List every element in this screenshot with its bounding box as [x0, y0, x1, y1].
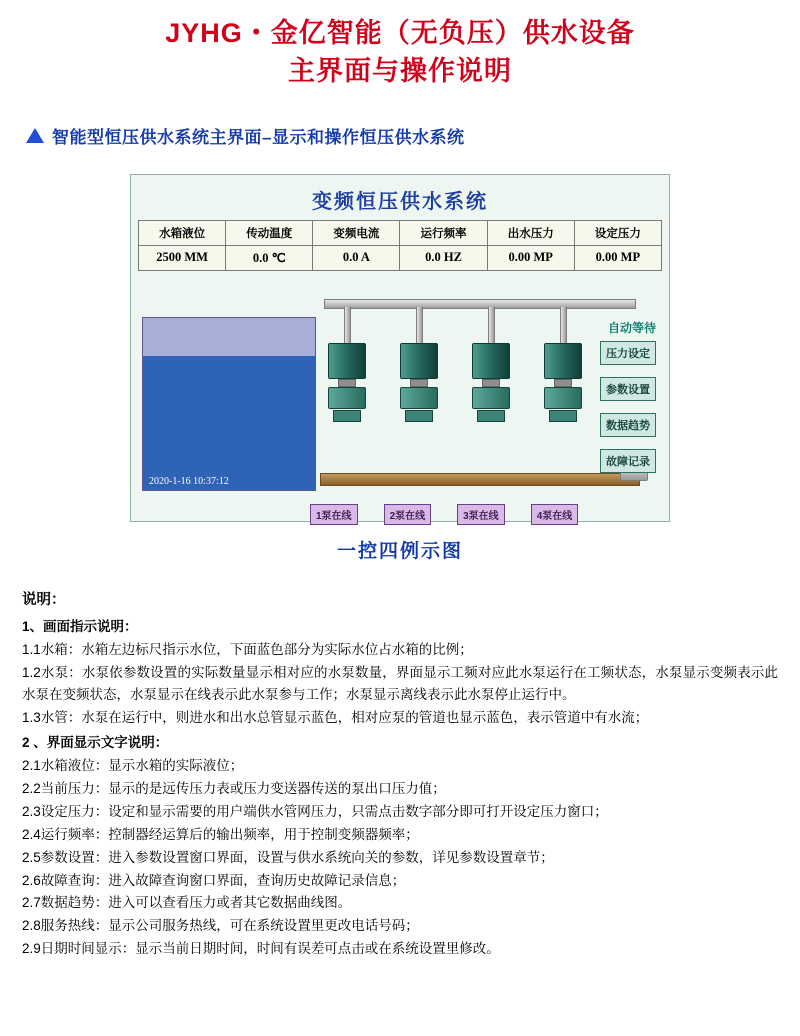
hmi-figure [130, 174, 670, 563]
explanation-item: 2.1水箱液位：显示水箱的实际液位； [22, 758, 244, 774]
table-header-cell: 变频电流 [313, 220, 400, 245]
explanation-item: 2.6故障查询：进入故障查询窗口界面，查询历史故障记录信息； [22, 872, 406, 888]
explanation-item: 2.4运行频率：控制器经运算后的输出频率，用于控制变频器频率； [22, 826, 419, 842]
pump-neck [554, 379, 572, 387]
explanation-item: 2.2当前压力：显示的是远传压力表或压力变送器传送的泵出口压力值； [22, 781, 446, 797]
pump-motor [400, 343, 438, 379]
pump-neck [482, 379, 500, 387]
hmi-diagram [138, 277, 662, 527]
explanation-item: 2.5参数设置：进入参数设置窗口界面，设置与供水系统向关的参数，详见参数设置章节； [22, 849, 554, 865]
section-heading-label: 智能型恒压供水系统主界面–显示和操作恒压供水系统 [52, 127, 465, 147]
table-header-cell: 出水压力 [487, 220, 574, 245]
triangle-icon [26, 128, 44, 143]
pump-status-tags [310, 504, 578, 525]
timestamp-label: 2020-1-16 10:37:12 [149, 475, 229, 487]
top-pipe [324, 299, 636, 309]
pump-neck [338, 379, 356, 387]
water-tank [142, 317, 316, 491]
pump-foot [405, 410, 433, 422]
pump-tag-1[interactable]: 1泵在线 [310, 504, 358, 525]
parameter-setting-button[interactable]: 参数设置 [600, 377, 656, 401]
table-row [139, 245, 662, 270]
hmi-button-column [600, 341, 656, 473]
explanation-item: 1.2水泵：水泵依参数设置的实际数量显示相对应的水泵数量，界面显示工频对应此水泵运行在工频状态，水泵显示变频表示此水泵在变频状态，水泵显示在线表示此水泵参与工作；水泵显示离线表示此水泵停止运行中。 [22, 664, 778, 702]
hmi-screen [130, 174, 670, 522]
table-header-row [139, 220, 662, 245]
value-temperature[interactable]: 0.0 ℃ [226, 245, 313, 270]
pump-foot [477, 410, 505, 422]
pump-riser-3 [488, 307, 495, 345]
data-trend-button[interactable]: 数据趋势 [600, 413, 656, 437]
explanation-item: 2.8服务热线：显示公司服务热线，可在系统设置里更改电话号码； [22, 918, 419, 934]
page-title [22, 0, 778, 91]
section-heading [26, 123, 778, 148]
pressure-setting-button[interactable]: 压力设定 [600, 341, 656, 365]
figure-caption: 一控四例示图 [336, 540, 463, 562]
pump-base [472, 387, 510, 409]
explanation-item: 2.9日期时间显示：显示当前日期时间，时间有误差可点击或在系统设置里修改。 [22, 941, 500, 957]
pump-1[interactable] [328, 343, 366, 422]
pump-foot [549, 410, 577, 422]
pump-4[interactable] [544, 343, 582, 422]
table-header-cell: 传动温度 [226, 220, 313, 245]
pump-tag-3[interactable]: 3泵在线 [457, 504, 505, 525]
value-water-level[interactable]: 2500 MM [139, 245, 226, 270]
title-line-2: 主界面与操作说明 [288, 56, 512, 87]
value-outlet-pressure[interactable]: 0.00 MP [487, 245, 574, 270]
explanation-subheading-1: 1、画面指示说明： [22, 619, 138, 635]
table-header-cell: 水箱液位 [139, 220, 226, 245]
pump-2[interactable] [400, 343, 438, 422]
table-header-cell: 运行频率 [400, 220, 487, 245]
value-frequency[interactable]: 0.0 HZ [400, 245, 487, 270]
pump-riser-4 [560, 307, 567, 345]
table-header-cell: 设定压力 [574, 220, 661, 245]
explanation-item: 1.3水管：水泵在运行中，则进水和出水总管显示蓝色，相对应泵的管道也显示蓝色，表示管道中有水流； [22, 709, 649, 725]
status-badge: 自动等待 [607, 320, 656, 335]
pump-riser-1 [344, 307, 351, 345]
pump-motor [472, 343, 510, 379]
pump-riser-2 [416, 307, 423, 345]
pump-base [400, 387, 438, 409]
pump-motor [544, 343, 582, 379]
pump-neck [410, 379, 428, 387]
value-current[interactable]: 0.0 A [313, 245, 400, 270]
bottom-pipe [320, 473, 640, 486]
value-set-pressure[interactable]: 0.00 MP [574, 245, 661, 270]
explanation-item: 1.1水箱：水箱左边标尺指示水位，下面蓝色部分为实际水位占水箱的比例； [22, 642, 473, 657]
explanation-subheading-2: 2 、界面显示文字说明： [22, 735, 169, 751]
pump-tag-2[interactable]: 2泵在线 [384, 504, 432, 525]
title-line-1: JYHG・金亿智能（无负压）供水设备 [165, 18, 635, 48]
hmi-status-table [138, 220, 662, 271]
pump-motor [328, 343, 366, 379]
pump-foot [333, 410, 361, 422]
explanation-item: 2.7数据趋势：进入可以查看压力或者其它数据曲线图。 [22, 895, 352, 911]
hmi-title: 变频恒压供水系统 [312, 190, 488, 213]
explanation-block [22, 589, 778, 960]
pump-tag-4[interactable]: 4泵在线 [531, 504, 579, 525]
pump-base [544, 387, 582, 409]
fault-record-button[interactable]: 故障记录 [600, 449, 656, 473]
explanation-item: 2.3设定压力：设定和显示需要的用户端供水管网压力，只需点击数字部分即可打开设定压力窗口； [22, 804, 608, 820]
pump-base [328, 387, 366, 409]
pump-3[interactable] [472, 343, 510, 422]
explanation-heading: 说明： [22, 591, 66, 608]
